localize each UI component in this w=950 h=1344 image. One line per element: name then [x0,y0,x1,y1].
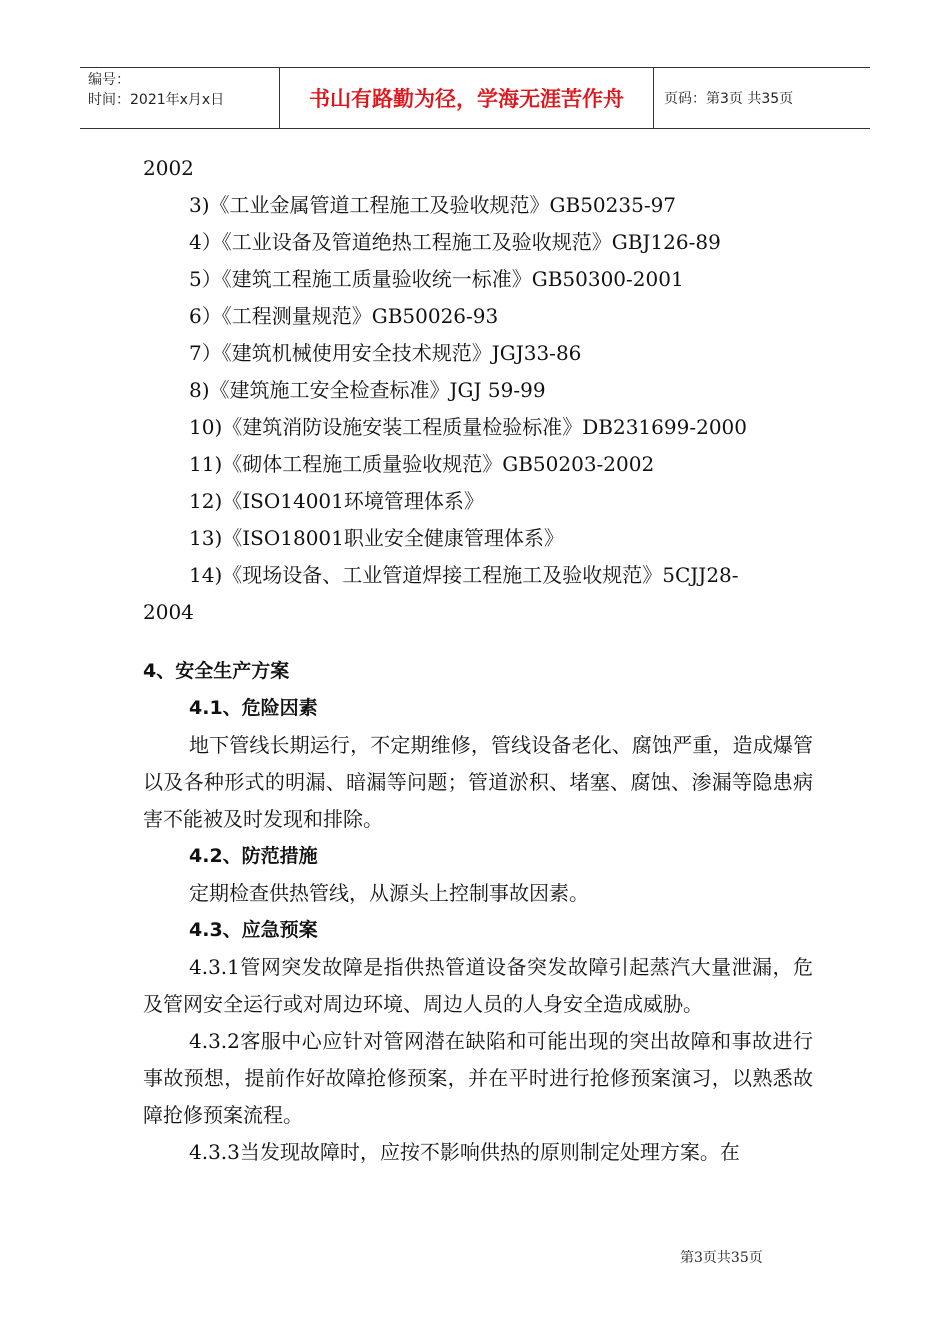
header-page-info: 页码：第3页 共35页 [664,91,794,107]
reference-item: 11)《砌体工程施工质量验收规范》GB50203-2002 [189,452,655,476]
paragraph: 4.3.1管网突发故障是指供热管道设备突发故障引起蒸汽大量泄漏，危及管网安全运行或对周边环境、周边人员的人身安全造成威胁。 [143,955,813,1016]
paragraph: 4.3.2客服中心应针对管网潜在缺陷和可能出现的突出故障和事故进行事故预想，提前作好故障抢修预案，并在平时进行抢修预案演习，以熟悉故障抢修预案流程。 [143,1029,813,1127]
subsection-heading: 4.3、应急预案 [189,919,318,941]
reference-item: 3)《工业金属管道工程施工及验收规范》GB50235-97 [189,193,677,217]
reference-item: 12)《ISO14001环境管理体系》 [189,489,484,513]
reference-item: 13)《ISO18001职业安全健康管理体系》 [189,526,564,550]
page-header [80,67,870,129]
header-motto: 书山有路勤为径，学海无涯苦作舟 [280,68,654,128]
document-body [143,150,813,1171]
header-meta [80,68,280,128]
header-time: 时间：2021年x月x日 [88,92,225,108]
reference-item: 8)《建筑施工安全检查标准》JGJ 59-99 [189,378,546,402]
reference-item: 4）《工业设备及管道绝热工程施工及验收规范》GBJ126-89 [189,230,721,254]
header-number: 编号： [88,72,130,88]
text-line: 2002 [143,156,194,180]
subsection-heading: 4.2、防范措施 [189,845,318,867]
section-heading: 4、安全生产方案 [143,660,290,682]
subsection-heading: 4.1、危险因素 [189,697,318,719]
paragraph: 地下管线长期运行，不定期维修，管线设备老化、腐蚀严重，造成爆管以及各种形式的明漏、暗漏等问题；管道淤积、堵塞、腐蚀、渗漏等隐患病害不能被及时发现和排除。 [143,733,813,831]
page-footer: 第3页共35页 [680,1250,763,1266]
paragraph: 4.3.3当发现故障时，应按不影响供热的原则制定处理方案。在 [189,1140,740,1164]
text-line: 2004 [143,600,194,624]
reference-item: 10)《建筑消防设施安装工程质量检验标准》DB231699-2000 [189,415,747,439]
reference-item: 6）《工程测量规范》GB50026-93 [189,304,499,328]
paragraph: 定期检查供热管线，从源头上控制事故因素。 [189,881,589,905]
reference-item: 14)《现场设备、工业管道焊接工程施工及验收规范》5CJJ28- [189,563,739,587]
reference-item: 7）《建筑机械使用安全技术规范》JGJ33-86 [189,341,582,365]
reference-item: 5）《建筑工程施工质量验收统一标准》GB50300-2001 [189,267,684,291]
